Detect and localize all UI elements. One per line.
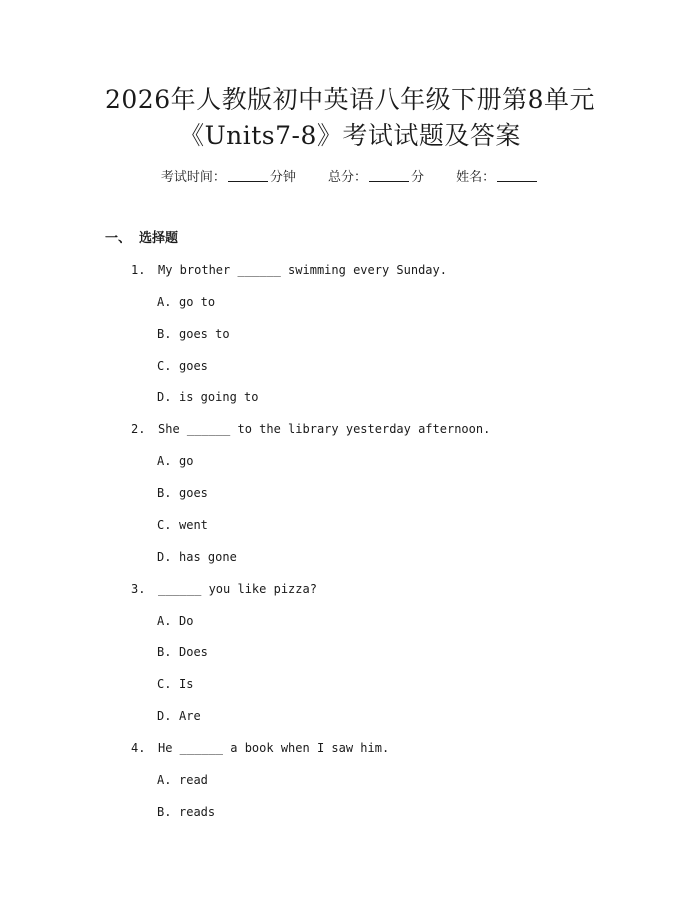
question-text: ______ you like pizza?: [158, 582, 317, 596]
option-text: has gone: [179, 550, 237, 564]
option-letter: A.: [157, 295, 172, 309]
question-3-option-c: [157, 675, 193, 693]
section-number: 一、: [105, 231, 132, 246]
question-1-option-a: [157, 293, 215, 311]
option-letter: B.: [157, 645, 172, 659]
name-blank: [497, 169, 537, 182]
question-2-option-a: [157, 452, 193, 470]
option-text: read: [179, 773, 208, 787]
option-letter: D.: [157, 709, 172, 723]
question-4-option-b: [157, 803, 215, 821]
option-letter: A.: [157, 614, 172, 628]
option-letter: B.: [157, 327, 172, 341]
question-1-option-c: [157, 357, 208, 375]
question-2-option-b: [157, 484, 208, 502]
question-text: She ______ to the library yesterday afternoon.: [158, 422, 491, 436]
question-2-option-c: [157, 516, 208, 534]
question-3-option-d: [157, 707, 201, 725]
option-text: is going to: [179, 390, 259, 404]
option-text: go: [179, 454, 194, 468]
option-text: reads: [179, 805, 216, 819]
option-text: goes: [179, 486, 208, 500]
total-score-blank: [369, 169, 409, 182]
option-letter: C.: [157, 518, 172, 532]
total-score-label: 总分：: [327, 170, 367, 185]
option-letter: D.: [157, 550, 172, 564]
option-text: Do: [179, 614, 194, 628]
question-3: [131, 580, 317, 598]
question-1-option-d: [157, 388, 258, 406]
option-letter: B.: [157, 486, 172, 500]
question-number: 3.: [131, 582, 146, 596]
option-text: Are: [179, 709, 201, 723]
name-label: 姓名：: [456, 170, 496, 185]
question-text: He ______ a book when I saw him.: [158, 741, 390, 755]
section-title: 选择题: [139, 231, 179, 246]
question-1-option-b: [157, 325, 230, 343]
question-3-option-a: [157, 612, 193, 630]
exam-time-unit: 分钟: [269, 170, 296, 185]
exam-time-blank: [228, 169, 268, 182]
name-field: [456, 169, 539, 187]
question-number: 1.: [131, 263, 146, 277]
question-2-option-d: [157, 548, 237, 566]
option-text: goes: [179, 359, 208, 373]
title-line-2: 《Units7-8》考试试题及答案: [179, 121, 521, 150]
total-score-unit: 分: [411, 170, 425, 185]
exam-time-field: [161, 169, 296, 187]
question-text: My brother ______ swimming every Sunday.: [158, 263, 447, 277]
question-number: 4.: [131, 741, 146, 755]
option-text: Is: [179, 677, 194, 691]
option-text: go to: [179, 295, 216, 309]
option-letter: D.: [157, 390, 172, 404]
question-3-option-b: [157, 643, 208, 661]
option-letter: B.: [157, 805, 172, 819]
question-4: [131, 739, 389, 757]
question-1: [131, 261, 447, 279]
option-text: went: [179, 518, 208, 532]
option-text: goes to: [179, 327, 230, 341]
option-text: Does: [179, 645, 208, 659]
total-score-field: [328, 169, 424, 187]
section-heading: [105, 230, 178, 248]
exam-info-line: [0, 169, 700, 187]
option-letter: A.: [157, 773, 172, 787]
option-letter: C.: [157, 677, 172, 691]
option-letter: C.: [157, 359, 172, 373]
option-letter: A.: [157, 454, 172, 468]
question-4-option-a: [157, 771, 208, 789]
title-line-1: 2026年人教版初中英语八年级下册第8单元: [104, 85, 596, 114]
exam-time-label: 考试时间：: [160, 170, 226, 185]
question-number: 2.: [131, 422, 146, 436]
question-2: [131, 420, 490, 438]
